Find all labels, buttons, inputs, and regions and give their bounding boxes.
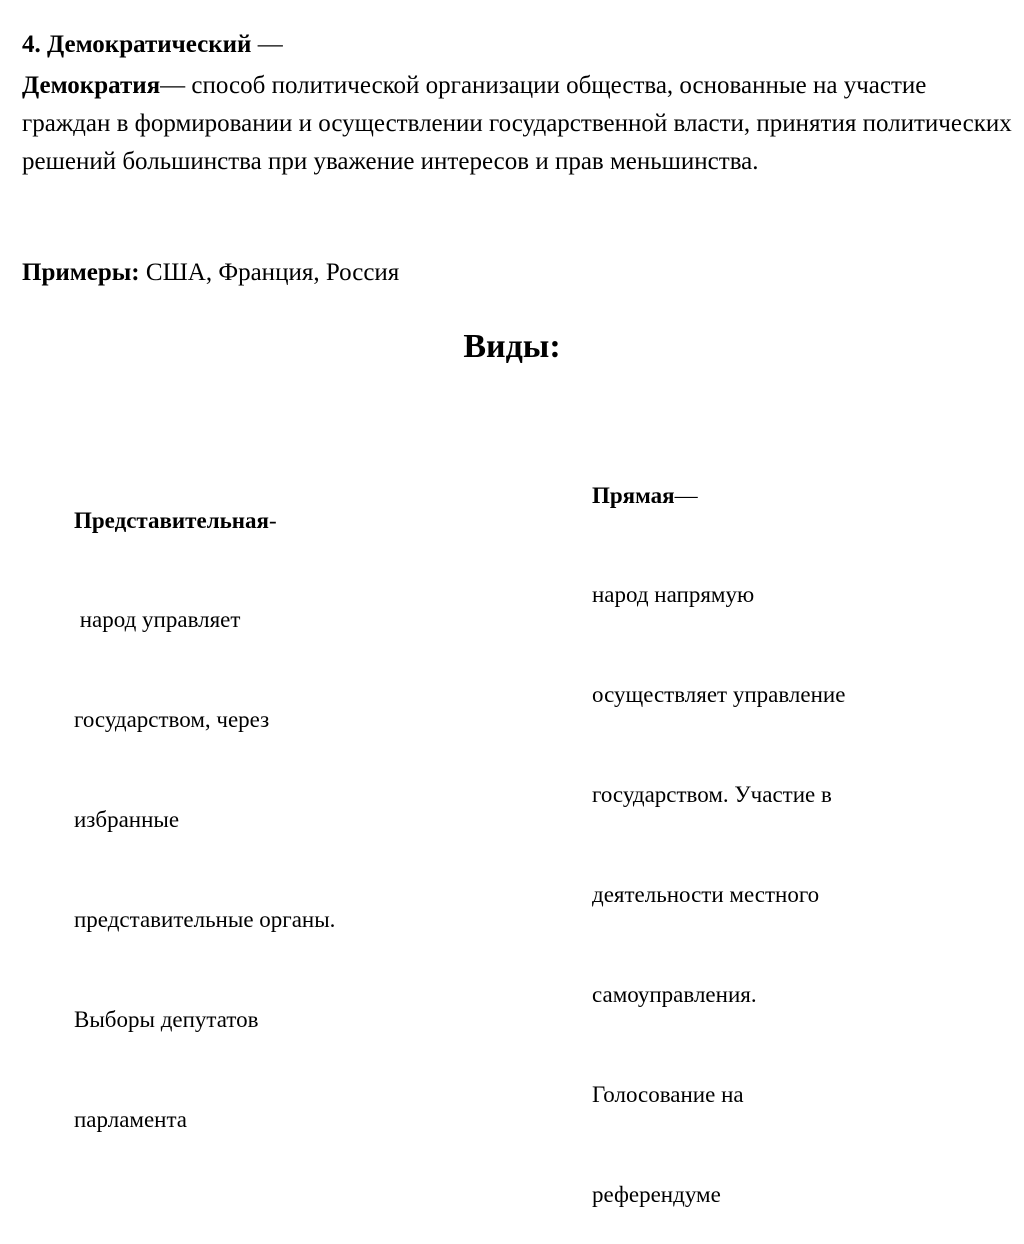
direct-line: деятельности местного xyxy=(592,882,820,908)
direct-line: осуществляет управление xyxy=(592,682,846,708)
direct-suffix: — xyxy=(674,482,698,508)
examples-value: США, Франция, Россия xyxy=(139,259,400,286)
heading-dash: — xyxy=(251,31,283,58)
representative-line: государством, через xyxy=(74,707,270,733)
representative-line: представительные органы. xyxy=(74,907,336,933)
heading-label: 4. Демократический xyxy=(22,31,252,58)
representative-line: избранные xyxy=(74,807,180,833)
representative-title xyxy=(74,504,414,537)
representative-line: Выборы депутатов xyxy=(74,1007,259,1033)
types-title: Виды: xyxy=(463,328,561,365)
direct-line: народ напрямую xyxy=(592,582,755,608)
representative-suffix: - xyxy=(268,507,277,533)
definition-term: Демократия xyxy=(22,72,161,99)
direct-title xyxy=(592,479,912,512)
direct-line: референдуме xyxy=(592,1181,721,1207)
representative-line: парламента xyxy=(74,1106,188,1132)
direct-line: самоуправления. xyxy=(592,982,757,1008)
representative-line: народ управляет xyxy=(74,607,241,633)
examples-line xyxy=(22,256,399,290)
direct-line: Голосование на xyxy=(592,1081,744,1107)
representative-democracy-block xyxy=(74,437,414,1170)
examples-label: Примеры: xyxy=(22,259,140,286)
definition-text: — способ политической организации общества, основанные на участие граждан в формировании и осуществлении государственной власти, принятия политических решений большинства при уважение интересов и прав меньшинства. xyxy=(22,72,1012,175)
direct-line: государством. Участие в xyxy=(592,782,832,808)
direct-term: Прямая xyxy=(592,482,675,508)
direct-democracy-block xyxy=(592,412,912,1244)
representative-term: Представительная xyxy=(74,507,269,533)
section-heading xyxy=(22,28,283,62)
definition-paragraph xyxy=(22,67,1012,181)
